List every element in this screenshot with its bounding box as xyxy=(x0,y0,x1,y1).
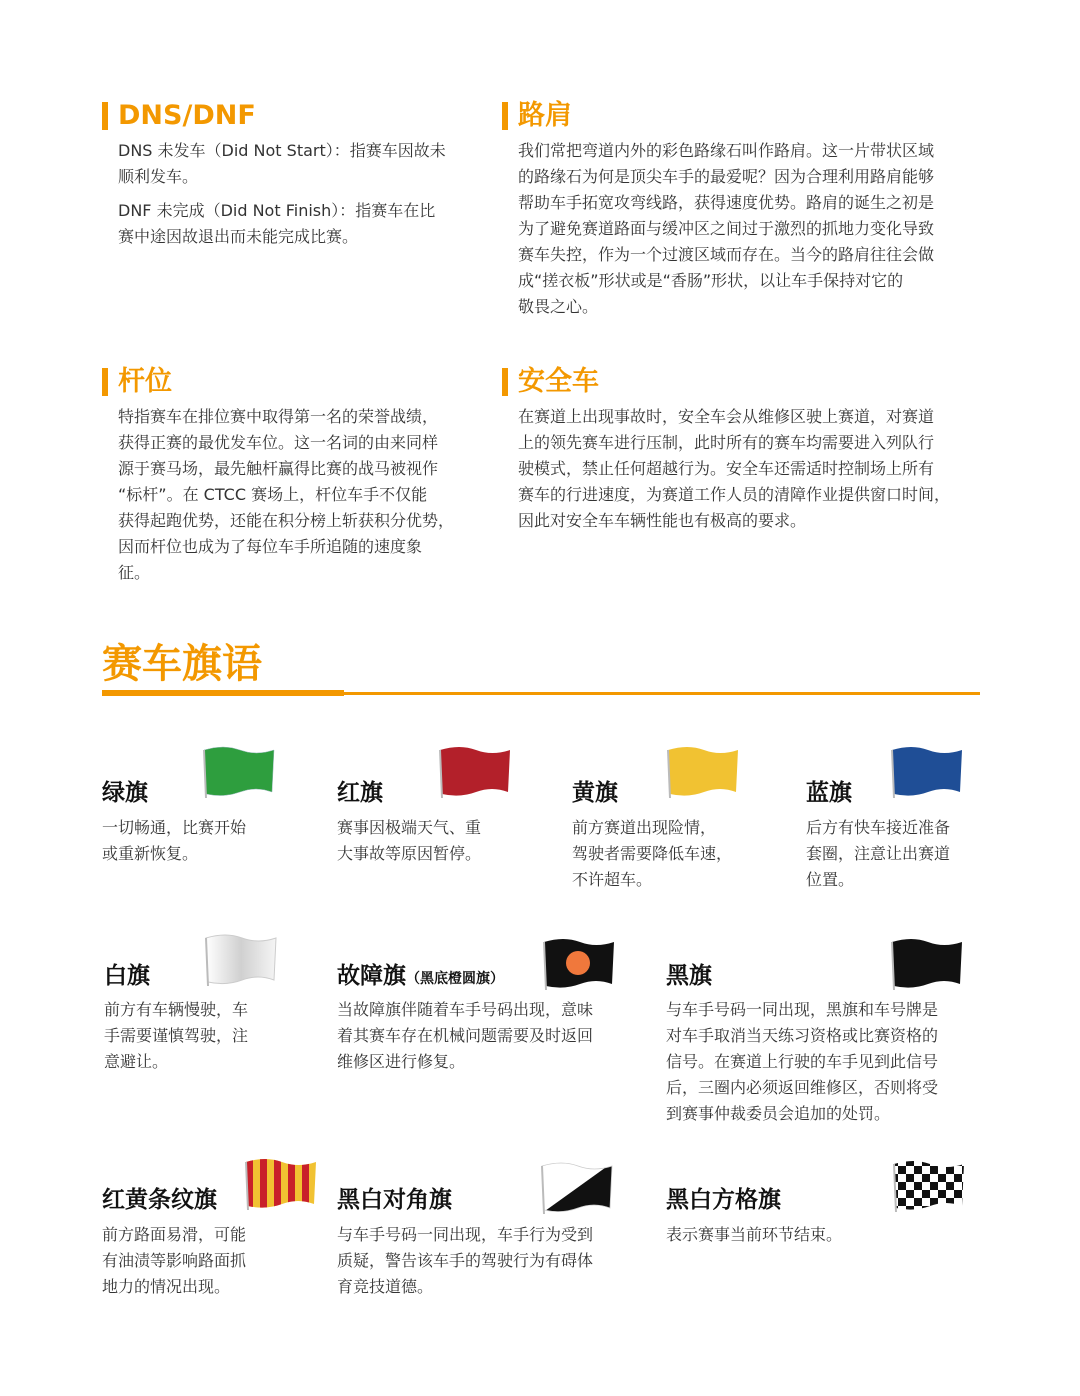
flag-desc xyxy=(666,997,986,1127)
term-title: DNS/DNF xyxy=(118,100,256,131)
text-line: 到赛事仲裁委员会追加的处罚。 xyxy=(666,1104,891,1123)
flag-desc xyxy=(572,815,772,893)
flag-desc xyxy=(806,815,986,893)
text-line: 为了避免赛道路面与缓冲区之间过于激烈的抓地力变化导致 xyxy=(518,219,935,238)
text-line: 赛中途因故退出而未能完成比赛。 xyxy=(118,227,359,246)
white-flag-icon xyxy=(202,932,280,988)
term-pole xyxy=(102,364,482,586)
text-line: “标杆”。在 CTCC 赛场上，杆位车手不仅能 xyxy=(118,485,428,504)
flag-name-note: （黑底橙圆旗） xyxy=(406,971,504,987)
text-line: 育竞技道德。 xyxy=(337,1277,434,1296)
title-bar xyxy=(502,102,508,130)
title-bar xyxy=(502,368,508,396)
text-line: 我们常把弯道内外的彩色路缘石叫作路肩。这一片带状区域 xyxy=(518,141,935,160)
text-line: 驾驶者需要降低车速， xyxy=(572,844,733,863)
yellow-flag-icon xyxy=(664,744,742,800)
text-line: 因此对安全车车辆性能也有极高的要求。 xyxy=(518,511,807,530)
title-bar xyxy=(102,102,108,130)
text-line: 对车手取消当天练习资格或比赛资格的 xyxy=(666,1026,939,1045)
text-line: DNF 未完成（Did Not Finish）：指赛车在比 xyxy=(118,201,436,220)
flag-name-text: 故障旗 xyxy=(337,963,406,989)
black-flag-icon xyxy=(888,936,966,992)
text-line: 赛车失控，作为一个过渡区域而存在。当今的路肩往往会做 xyxy=(518,245,935,264)
text-line: 不许超车。 xyxy=(572,870,653,889)
text-line: 赛车的行进速度，为赛道工作人员的清障作业提供窗口时间， xyxy=(518,485,951,504)
text-line: 与车手号码一同出现，车手行为受到 xyxy=(337,1225,594,1244)
text-line: 地力的情况出现。 xyxy=(102,1277,231,1296)
section-title: 赛车旗语 xyxy=(102,641,262,687)
section-divider-accent xyxy=(102,690,344,696)
term-dns xyxy=(102,98,482,250)
flag-name: 黄旗 xyxy=(572,780,618,806)
flag-name: 白旗 xyxy=(104,963,150,989)
flag-desc xyxy=(337,1222,637,1300)
text-line: 信号。在赛道上行驶的车手见到此信号 xyxy=(666,1052,939,1071)
text-line: 顺利发车。 xyxy=(118,167,199,186)
flag-name: 绿旗 xyxy=(102,780,148,806)
flag-desc xyxy=(102,1222,302,1300)
text-line: 意避让。 xyxy=(104,1052,169,1071)
text-line: 表示赛事当前环节结束。 xyxy=(666,1225,843,1244)
flag-name xyxy=(337,957,504,990)
flag-name: 红黄条纹旗 xyxy=(102,1187,217,1213)
term-title: 杆位 xyxy=(118,366,172,397)
term-body xyxy=(518,404,982,534)
text-line: 在赛道上出现事故时，安全车会从维修区驶上赛道，对赛道 xyxy=(518,407,935,426)
red-flag-icon xyxy=(436,744,514,800)
text-line: 上的领先赛车进行压制，此时所有的赛车均需要进入列队行 xyxy=(518,433,935,452)
flag-desc xyxy=(666,1222,966,1248)
flag-name: 红旗 xyxy=(337,780,383,806)
green-flag-icon xyxy=(200,744,278,800)
text-line: 驶模式，禁止任何超越行为。安全车还需适时控制场上所有 xyxy=(518,459,935,478)
term-title: 安全车 xyxy=(518,366,599,397)
text-line: 与车手号码一同出现，黑旗和车号牌是 xyxy=(666,1000,939,1019)
flag-name: 蓝旗 xyxy=(806,780,852,806)
text-line: 成“搓衣板”形状或是“香肠”形状，以让车手保持对它的 xyxy=(518,271,904,290)
text-line: 源于赛马场，最先触杆赢得比赛的战马被视作 xyxy=(118,459,439,478)
flag-name: 黑白方格旗 xyxy=(666,1187,781,1213)
term-body xyxy=(518,138,982,320)
flag-desc xyxy=(337,815,537,867)
flag-desc xyxy=(337,997,637,1075)
flag-name: 黑旗 xyxy=(666,963,712,989)
term-safety-car xyxy=(502,364,982,534)
text-line: 前方赛道出现险情， xyxy=(572,818,717,837)
checkered-flag-icon xyxy=(890,1158,968,1214)
text-line: DNS 未发车（Did Not Start）：指赛车因故未 xyxy=(118,141,446,160)
text-line: 获得起跑优势，还能在积分榜上斩获积分优势， xyxy=(118,511,455,530)
text-line: 维修区进行修复。 xyxy=(337,1052,466,1071)
text-line: 一切畅通，比赛开始 xyxy=(102,818,247,837)
blue-flag-icon xyxy=(888,744,966,800)
text-line: 着其赛车存在机械问题需要及时返回 xyxy=(337,1026,594,1045)
term-body xyxy=(118,404,482,586)
text-line: 位置。 xyxy=(806,870,855,889)
text-line: 质疑，警告该车手的驾驶行为有碍体 xyxy=(337,1251,594,1270)
title-bar xyxy=(102,368,108,396)
text-line: 赛事因极端天气、重 xyxy=(337,818,482,837)
flag-desc xyxy=(104,997,294,1075)
text-line: 特指赛车在排位赛中取得第一名的荣誉战绩， xyxy=(118,407,439,426)
text-line: 有油渍等影响路面抓 xyxy=(102,1251,247,1270)
text-line: 手需要谨慎驾驶，注 xyxy=(104,1026,249,1045)
text-line: 敬畏之心。 xyxy=(518,297,599,316)
text-line: 前方有车辆慢驶，车 xyxy=(104,1000,249,1019)
flag-desc xyxy=(102,815,302,867)
text-line: 前方路面易滑，可能 xyxy=(102,1225,247,1244)
term-title: 路肩 xyxy=(518,100,572,131)
text-line: 后方有快车接近准备 xyxy=(806,818,951,837)
text-line: 大事故等原因暂停。 xyxy=(337,844,482,863)
text-line: 当故障旗伴随着车手号码出现，意味 xyxy=(337,1000,594,1019)
mechanical-flag-icon xyxy=(540,936,618,992)
text-line: 获得正赛的最优发车位。这一名词的由来同样 xyxy=(118,433,439,452)
term-kerb xyxy=(502,98,982,320)
term-body xyxy=(118,138,482,250)
text-line: 帮助车手拓宽攻弯线路，获得速度优势。路肩的诞生之初是 xyxy=(518,193,935,212)
striped-flag-icon xyxy=(242,1156,320,1212)
text-line: 征。 xyxy=(118,563,151,582)
text-line: 因而杆位也成为了每位车手所追随的速度象 xyxy=(118,537,423,556)
text-line: 后，三圈内必须返回维修区，否则将受 xyxy=(666,1078,939,1097)
diagonal-flag-icon xyxy=(538,1160,616,1216)
text-line: 套圈，注意让出赛道 xyxy=(806,844,951,863)
flag-name: 黑白对角旗 xyxy=(337,1187,452,1213)
text-line: 或重新恢复。 xyxy=(102,844,199,863)
text-line: 的路缘石为何是顶尖车手的最爱呢？因为合理利用路肩能够 xyxy=(518,167,935,186)
